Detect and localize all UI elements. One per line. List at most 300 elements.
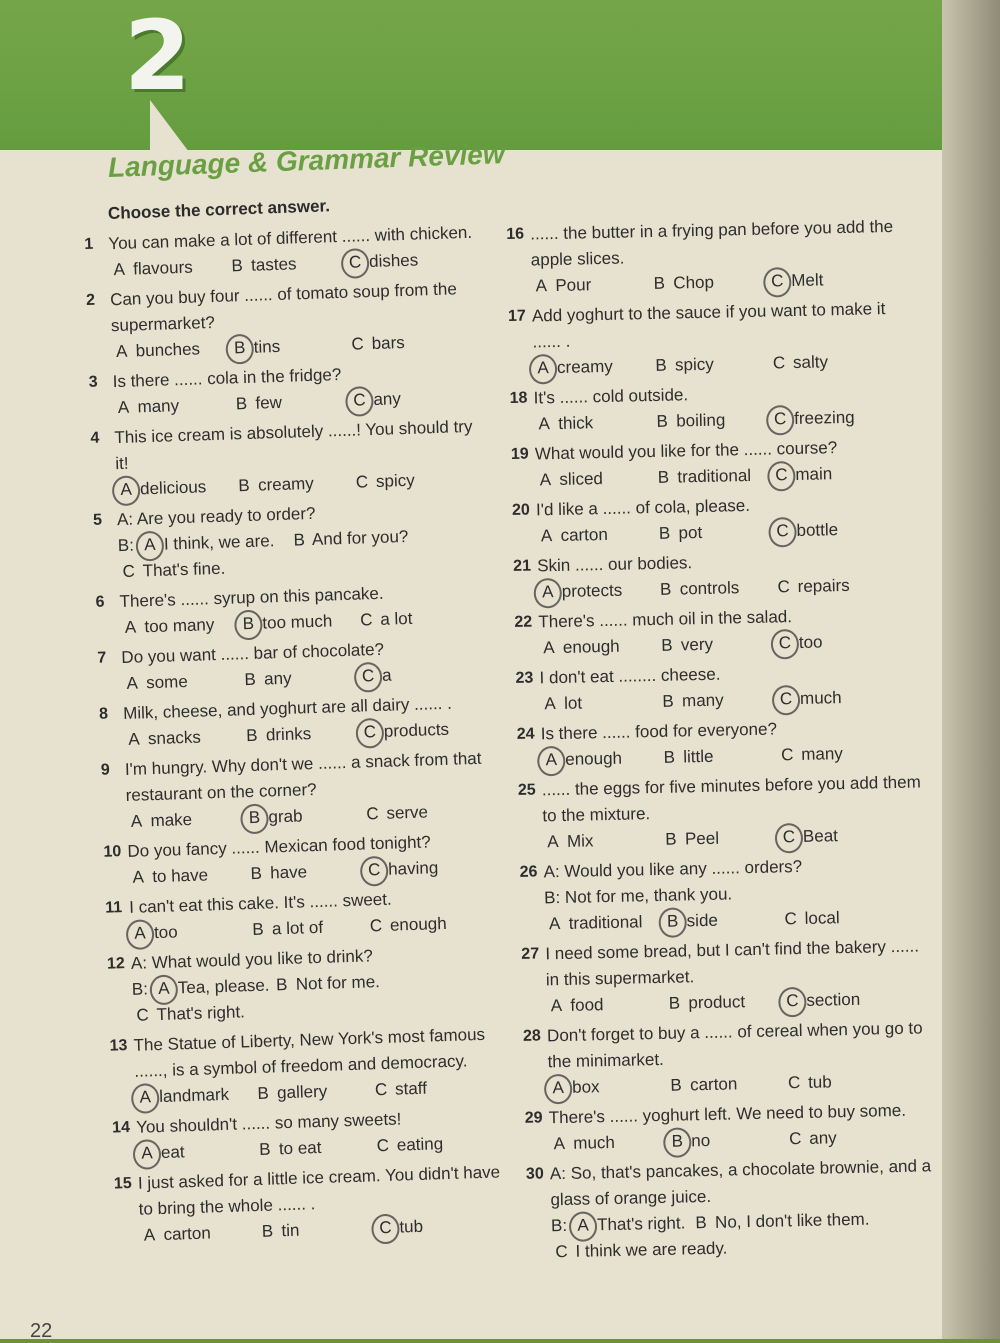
- question-stem: Add yoghurt to the sauce if you want to make it ...... .: [531, 299, 886, 352]
- option-letter: C: [788, 1129, 802, 1149]
- option-letter: A: [547, 832, 559, 852]
- option-letter: A: [132, 867, 145, 887]
- question-item: [513, 545, 924, 606]
- answer-option: [271, 969, 390, 999]
- option-text: That's right.: [156, 1002, 246, 1025]
- dialog-line: A: What would you like to drink?: [130, 946, 374, 973]
- option-letter: A: [548, 1075, 569, 1101]
- question-number: 22: [514, 613, 533, 631]
- option-text: have: [269, 862, 308, 883]
- question-item: [519, 851, 931, 938]
- question-stem: You can make a lot of different ...... with chicken.: [108, 222, 473, 254]
- answer-option: [135, 1081, 254, 1111]
- question-number: 1: [84, 235, 94, 253]
- option-text: little: [683, 746, 714, 767]
- question-number: 21: [513, 557, 532, 575]
- option-letter: C: [374, 1079, 388, 1100]
- option-text: very: [680, 634, 714, 655]
- answer-option: [776, 684, 895, 712]
- answer-option: [229, 332, 348, 362]
- option-text: too much: [262, 611, 333, 633]
- option-text: too: [798, 632, 823, 652]
- answer-option: [140, 528, 275, 558]
- option-text: eat: [160, 1142, 185, 1163]
- option-text: much: [573, 1132, 616, 1153]
- option-text: much: [799, 688, 842, 708]
- question-stem: I don't eat ........ cheese.: [539, 664, 721, 688]
- option-letter: A: [127, 729, 140, 749]
- option-text: any: [263, 668, 292, 689]
- answer-option: [767, 266, 886, 294]
- option-letter: C: [777, 577, 791, 597]
- answer-option: [139, 1219, 258, 1249]
- answer-option: [777, 740, 896, 768]
- answer-option: [537, 577, 656, 605]
- answer-option: [126, 805, 245, 835]
- option-letter: A: [548, 914, 561, 934]
- answer-option: [113, 391, 232, 421]
- option-text: carton: [689, 1074, 738, 1095]
- answer-option: [773, 572, 892, 600]
- option-letter: C: [775, 630, 796, 656]
- option-letter: C: [359, 610, 373, 630]
- answer-option: [775, 628, 894, 656]
- question-number: 2: [85, 291, 96, 309]
- option-letter: C: [358, 663, 379, 690]
- question-item: [101, 745, 498, 835]
- option-letter: C: [345, 249, 366, 276]
- question-stem: The Statue of Liberty, New York's most famous ......, is a symbol of freedom and democracy.: [133, 1024, 486, 1081]
- option-letter: B: [662, 691, 674, 711]
- option-text: serve: [386, 802, 429, 823]
- answer-option: [666, 1070, 785, 1098]
- answer-option: [534, 409, 653, 437]
- option-text: many: [681, 690, 724, 711]
- dialog-prefix: B:: [550, 1215, 568, 1236]
- question-number: 24: [516, 725, 535, 743]
- answer-option: [116, 473, 235, 503]
- option-text: tins: [253, 336, 281, 357]
- answer-option: [234, 470, 353, 500]
- option-text: enough: [389, 913, 447, 935]
- option-letter: C: [784, 909, 797, 929]
- option-letter: A: [113, 259, 126, 280]
- option-letter: B: [257, 1083, 270, 1103]
- option-text: I think, we are.: [163, 531, 275, 554]
- option-text: flavours: [132, 257, 193, 279]
- option-letter: B: [662, 908, 683, 934]
- answer-option: [253, 1077, 372, 1107]
- instruction: Choose the correct answer.: [107, 196, 331, 223]
- answer-option: [238, 608, 357, 638]
- option-letter: C: [779, 824, 800, 850]
- option-text: few: [255, 392, 283, 413]
- question-number: 6: [95, 593, 105, 611]
- option-letter: C: [351, 334, 365, 354]
- question-stem: I can't eat this cake. It's ...... sweet.: [128, 889, 392, 917]
- question-stem: I'm hungry. Why don't we ...... a snack from that restaurant on the corner?: [124, 748, 482, 805]
- answer-option: [531, 271, 650, 299]
- answer-option: [345, 246, 464, 276]
- question-stem: This ice cream is absolutely ......! You should try it!: [114, 416, 473, 474]
- option-text: to have: [151, 865, 209, 887]
- option-letter: C: [122, 561, 136, 581]
- option-letter: C: [772, 353, 786, 373]
- question-item: [516, 713, 927, 774]
- question-item: [506, 213, 918, 300]
- question-item: [526, 1153, 938, 1266]
- answer-option: [358, 660, 477, 690]
- option-text: a: [381, 665, 392, 685]
- answer-option: [543, 827, 662, 855]
- option-text: That's right.: [596, 1213, 686, 1235]
- dialog-line: B: Not for me, thank you.: [543, 884, 733, 908]
- option-text: Beat: [802, 826, 839, 846]
- option-text: side: [686, 910, 719, 931]
- option-letter: A: [573, 1212, 594, 1238]
- option-text: tub: [807, 1072, 832, 1092]
- question-stem: ...... the eggs for five minutes before you add them to the mixture.: [541, 772, 921, 826]
- option-letter: B: [235, 393, 248, 414]
- answer-option: [540, 689, 659, 717]
- answer-option: [153, 972, 272, 1002]
- option-text: no: [691, 1130, 711, 1151]
- option-letter: A: [540, 526, 553, 546]
- question-number: 18: [509, 389, 528, 407]
- question-number: 10: [103, 843, 122, 861]
- answer-option: [662, 906, 781, 934]
- option-text: tin: [281, 1220, 300, 1241]
- option-letter: A: [553, 1133, 566, 1154]
- question-stem: What would you like for the ...... course?: [534, 438, 838, 464]
- answer-option: [375, 1212, 494, 1242]
- option-text: enough: [562, 636, 620, 657]
- question-item: [114, 1159, 511, 1249]
- option-letter: C: [770, 406, 791, 432]
- question-stem: Is there ...... cola in the fridge?: [112, 364, 342, 392]
- option-text: eating: [396, 1134, 444, 1155]
- answer-option: [769, 348, 888, 376]
- answer-option: [227, 250, 346, 280]
- option-text: staff: [394, 1078, 428, 1099]
- option-text: any: [373, 389, 402, 409]
- option-text: freezing: [793, 407, 855, 429]
- option-letter: B: [670, 1075, 682, 1095]
- option-letter: C: [771, 462, 792, 488]
- option-letter: B: [659, 579, 672, 599]
- answer-option: [541, 745, 660, 773]
- question-item: [99, 689, 495, 753]
- question-stem: I just asked for a little ice cream. You didn't have to bring the whole ...... .: [137, 1162, 501, 1219]
- question-item: [107, 939, 504, 1029]
- question-stem: Do you fancy ...... Mexican food tonight?: [127, 832, 431, 861]
- option-text: to eat: [278, 1137, 322, 1159]
- answer-option: [667, 1126, 786, 1154]
- question-number: 15: [113, 1174, 132, 1193]
- question-item: [525, 1097, 936, 1158]
- option-text: traditional: [568, 912, 643, 933]
- option-text: too many: [144, 615, 215, 637]
- option-letter: B: [668, 993, 681, 1013]
- answer-options: [551, 1205, 938, 1265]
- question-item: [521, 933, 933, 1020]
- option-text: food: [570, 995, 604, 1015]
- option-text: enough: [565, 748, 623, 769]
- option-letter: C: [136, 1005, 150, 1025]
- answer-option: [255, 1133, 374, 1163]
- answer-option: [573, 1210, 692, 1238]
- option-text: sliced: [559, 469, 604, 489]
- question-item: [95, 577, 491, 641]
- page-number: 22: [30, 1320, 53, 1342]
- answer-option: [122, 667, 241, 697]
- option-letter: B: [653, 273, 666, 293]
- question-number: 28: [522, 1027, 542, 1045]
- option-text: And for you?: [311, 526, 409, 549]
- option-letter: C: [376, 1135, 390, 1156]
- option-text: pot: [678, 522, 703, 543]
- answer-option: [137, 1137, 256, 1167]
- answer-option: [246, 858, 365, 888]
- answer-option: [347, 328, 466, 358]
- option-text: Pour: [555, 275, 592, 295]
- option-letter: A: [130, 811, 143, 831]
- option-letter: C: [555, 1241, 568, 1262]
- question-number: 16: [506, 225, 525, 243]
- option-text: controls: [679, 578, 740, 599]
- option-letter: A: [550, 995, 563, 1016]
- question-stem: Do you want ...... bar of chocolate?: [121, 639, 385, 668]
- question-stem: I'd like a ...... of cola, please.: [535, 495, 751, 520]
- option-letter: B: [655, 355, 667, 375]
- answer-option: [244, 802, 363, 832]
- option-letter: C: [787, 1073, 801, 1093]
- answer-option: [536, 521, 655, 549]
- question-number: 12: [106, 955, 126, 973]
- option-letter: C: [364, 857, 385, 884]
- option-text: make: [150, 809, 193, 831]
- answer-option: [533, 353, 652, 381]
- option-letter: B: [252, 919, 264, 940]
- question-number: 4: [90, 429, 100, 447]
- question-stem: Milk, cheese, and yoghurt are all dairy ...... .: [122, 693, 453, 724]
- answer-option: [366, 910, 485, 940]
- option-letter: A: [116, 476, 137, 503]
- option-text: tub: [399, 1216, 424, 1237]
- option-letter: C: [359, 719, 380, 746]
- option-letter: B: [695, 1213, 707, 1233]
- question-number: 8: [98, 705, 109, 723]
- option-text: landmark: [158, 1084, 230, 1107]
- option-letter: C: [772, 518, 793, 544]
- option-text: drinks: [265, 724, 312, 745]
- option-text: That's fine.: [142, 558, 226, 581]
- option-text: products: [383, 719, 450, 741]
- answer-option: [664, 988, 783, 1016]
- answer-option: [371, 1074, 490, 1104]
- question-stem: There's ...... much oil in the salad.: [538, 607, 793, 632]
- answer-option: [649, 269, 768, 297]
- answer-option: [661, 824, 780, 852]
- option-letter: A: [135, 1084, 156, 1111]
- question-item: [509, 377, 920, 438]
- option-letter: B: [229, 335, 250, 362]
- answer-option: [128, 861, 247, 891]
- option-text: grab: [268, 806, 303, 827]
- question-stem: Don't forget to buy a ...... of cereal when you go to the minimarket.: [546, 1018, 923, 1072]
- option-text: bunches: [135, 339, 201, 361]
- option-text: some: [145, 671, 189, 693]
- option-letter: A: [533, 355, 554, 381]
- option-letter: B: [275, 974, 288, 995]
- answer-option: [548, 1073, 667, 1101]
- answer-option: [691, 1207, 870, 1237]
- option-text: any: [809, 1128, 837, 1148]
- option-letter: B: [231, 256, 244, 276]
- answer-option: [364, 854, 483, 884]
- question-item: [103, 827, 499, 891]
- option-letter: A: [126, 673, 139, 693]
- question-item: [518, 769, 930, 856]
- question-number: 13: [109, 1037, 128, 1055]
- answer-option: [290, 524, 409, 554]
- option-text: many: [137, 396, 180, 417]
- option-text: creamy: [556, 356, 613, 377]
- option-letter: A: [153, 976, 174, 1003]
- dialog-line: A: Would you like any ...... orders?: [543, 856, 803, 882]
- page-edge: [942, 0, 1000, 1339]
- question-item: [109, 1021, 506, 1111]
- answer-option: [772, 516, 891, 544]
- question-item: [112, 1103, 508, 1167]
- option-text: Peel: [684, 828, 720, 849]
- option-letter: B: [244, 669, 257, 690]
- answer-option: [231, 388, 350, 418]
- option-letter: A: [115, 341, 128, 362]
- option-text: main: [795, 464, 833, 484]
- option-text: salty: [792, 352, 829, 373]
- question-item: [86, 276, 483, 366]
- option-text: Chop: [673, 272, 715, 293]
- option-letter: A: [130, 920, 151, 947]
- option-text: Not for me.: [295, 972, 381, 994]
- option-letter: A: [537, 579, 558, 605]
- answer-option: [651, 351, 770, 379]
- answer-option: [658, 686, 777, 714]
- option-letter: B: [244, 805, 265, 832]
- question-item: [508, 295, 920, 382]
- question-stem: There's ...... yoghurt left. We need to buy some.: [548, 1100, 907, 1128]
- option-text: tastes: [250, 254, 297, 275]
- option-text: I think we are ready.: [575, 1238, 728, 1261]
- question-stem: Is there ...... food for everyone?: [540, 719, 778, 744]
- option-letter: B: [258, 1139, 271, 1159]
- answer-option: [349, 384, 468, 414]
- question-item: [90, 413, 487, 503]
- option-letter: A: [543, 638, 555, 658]
- question-item: [515, 657, 926, 718]
- question-item: [514, 601, 925, 662]
- option-letter: A: [541, 747, 562, 773]
- option-letter: B: [238, 611, 259, 638]
- option-letter: B: [250, 863, 263, 884]
- dialog-line: A: So, that's pancakes, a chocolate brownie, and a glass of orange juice.: [549, 1156, 932, 1210]
- option-text: section: [806, 989, 861, 1010]
- option-letter: B: [658, 523, 671, 543]
- left-question-column: [84, 220, 511, 1254]
- answer-option: [362, 798, 481, 828]
- answer-option: [770, 404, 889, 432]
- option-letter: A: [539, 470, 552, 490]
- option-letter: B: [665, 829, 677, 849]
- question-item: [512, 489, 923, 550]
- answer-option: [785, 1124, 904, 1152]
- answer-option: [120, 611, 239, 641]
- option-text: spicy: [375, 470, 415, 491]
- answer-option: [359, 716, 478, 746]
- option-letter: B: [661, 635, 673, 655]
- option-text: creamy: [257, 473, 315, 495]
- option-letter: A: [117, 397, 130, 418]
- option-letter: A: [544, 694, 556, 714]
- option-letter: C: [375, 1215, 396, 1242]
- option-text: Mix: [566, 831, 594, 851]
- option-letter: C: [780, 745, 794, 765]
- answer-option: [372, 1130, 491, 1160]
- option-text: delicious: [139, 477, 207, 499]
- option-text: too: [153, 922, 178, 943]
- answer-option: [352, 466, 471, 496]
- question-number: 27: [521, 945, 540, 963]
- option-letter: B: [293, 530, 306, 550]
- answer-option: [549, 1129, 668, 1157]
- answer-option: [242, 720, 361, 750]
- answer-option: [653, 463, 772, 491]
- option-text: protects: [561, 580, 623, 601]
- answer-option: [546, 991, 665, 1019]
- option-text: product: [688, 992, 746, 1013]
- question-number: 20: [511, 501, 531, 519]
- question-item: [97, 633, 493, 697]
- option-letter: A: [137, 1140, 158, 1167]
- question-stem: I need some bread, but I can't find the bakery ...... in this supermarket.: [545, 936, 920, 990]
- answer-option: [535, 465, 654, 493]
- option-text: many: [801, 744, 843, 764]
- question-item: [93, 495, 490, 585]
- answer-option: [109, 254, 228, 284]
- question-number: 19: [510, 445, 529, 463]
- answer-option: [111, 335, 230, 365]
- question-item: [84, 220, 480, 284]
- question-number: 14: [111, 1119, 131, 1137]
- dialog-prefix: B:: [117, 535, 135, 556]
- option-text: Melt: [791, 270, 824, 291]
- section-title: Language & Grammar Review: [107, 138, 506, 183]
- option-letter: B: [245, 725, 258, 746]
- option-text: snacks: [147, 727, 202, 749]
- answer-option: [659, 742, 778, 770]
- option-letter: C: [776, 686, 797, 712]
- option-text: box: [571, 1077, 600, 1097]
- answer-option: [654, 518, 773, 546]
- question-number: 30: [525, 1165, 544, 1183]
- question-stem: It's ...... cold outside.: [533, 385, 689, 408]
- option-letter: B: [656, 411, 669, 431]
- question-item: [105, 883, 501, 947]
- answer-option: [771, 460, 890, 488]
- question-number: 25: [517, 781, 536, 799]
- option-text: bottle: [796, 520, 839, 540]
